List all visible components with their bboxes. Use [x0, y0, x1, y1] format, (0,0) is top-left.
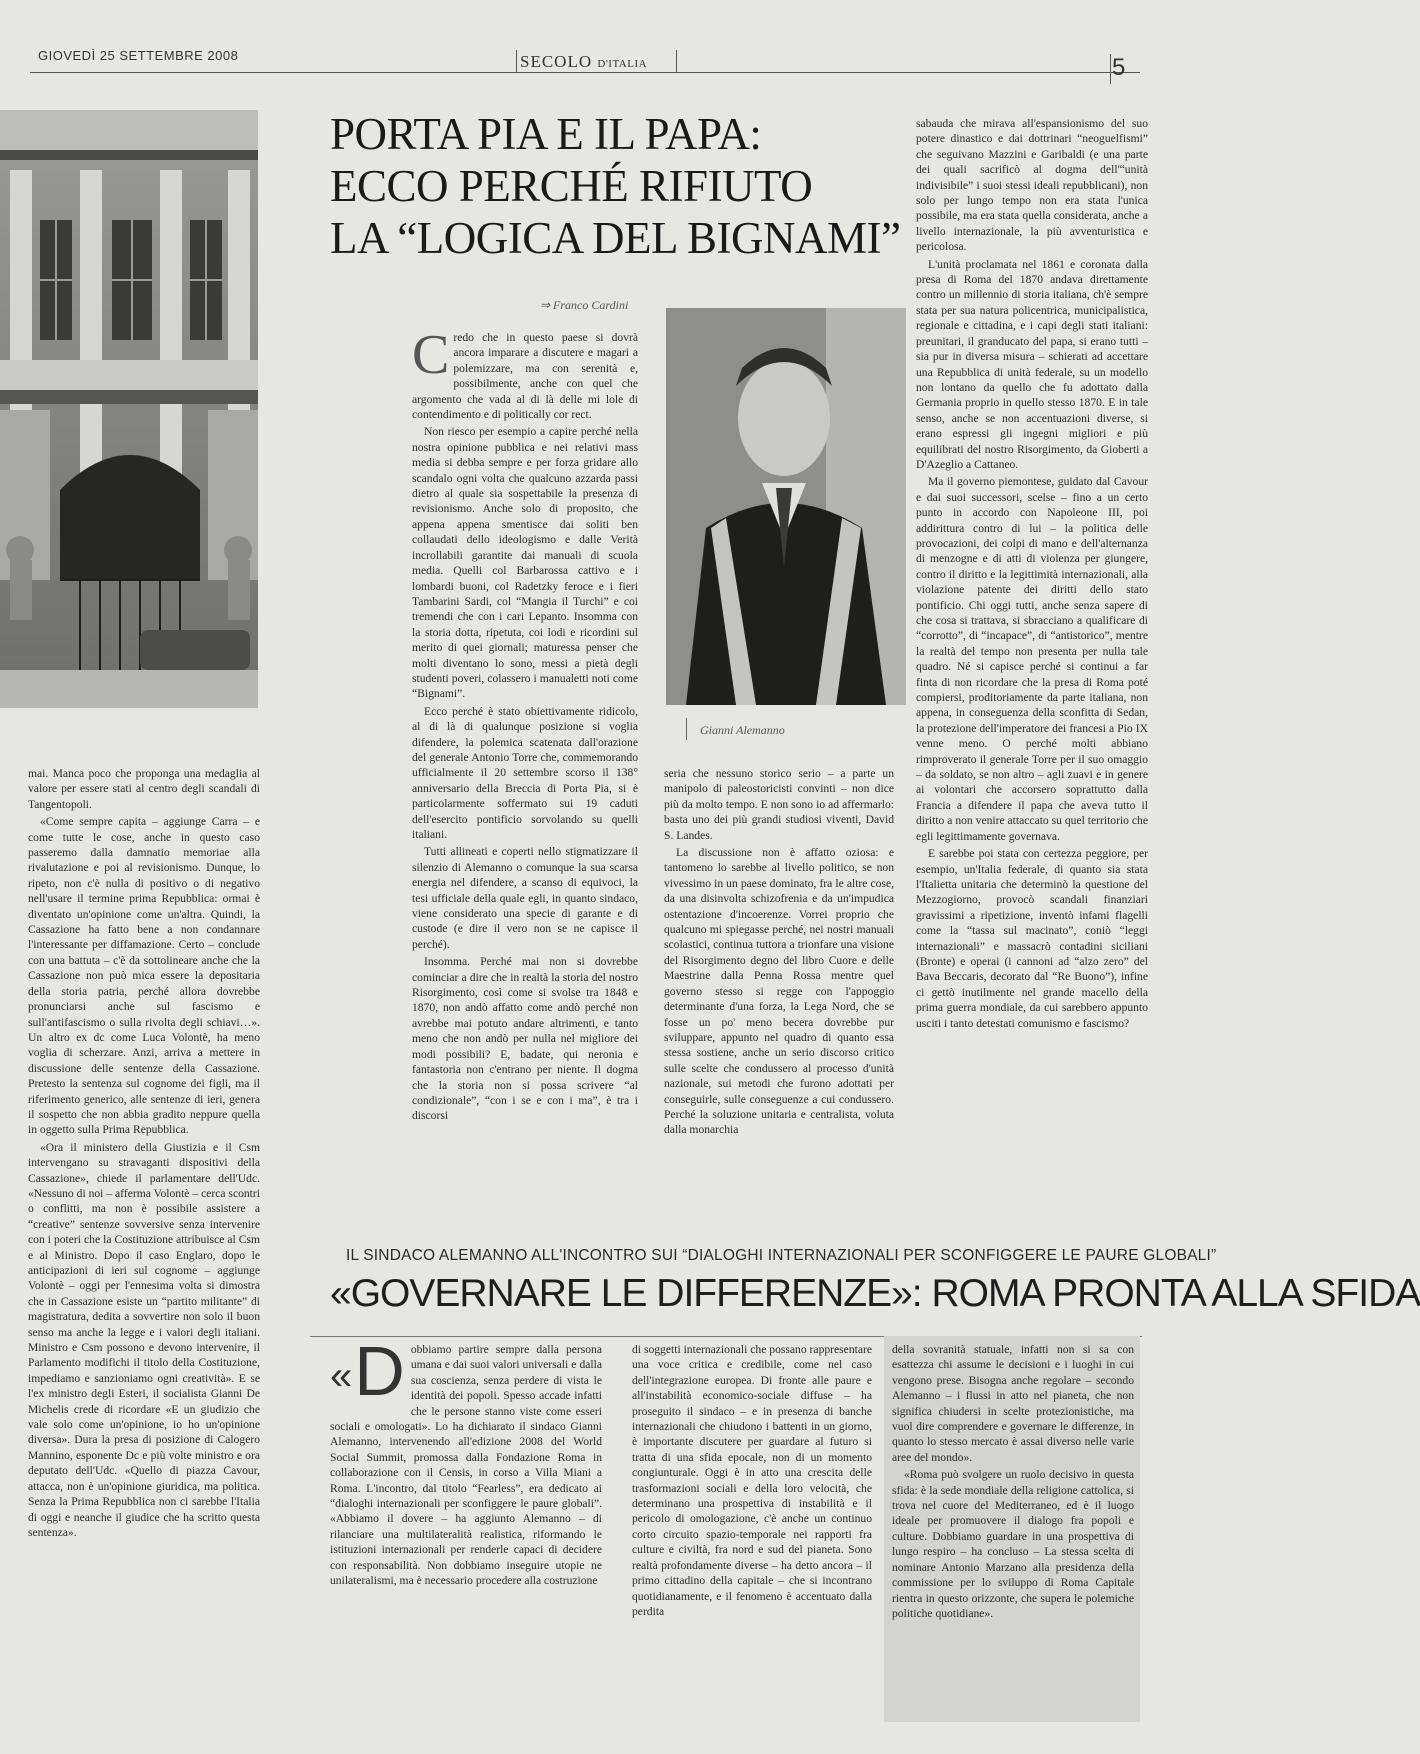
page-number-divider [1110, 54, 1111, 84]
article2-headline: «GOVERNARE LE DIFFERENZE»: ROMA PRONTA ALLA SFIDA [330, 1272, 1420, 1315]
drop-cap: C [412, 324, 450, 386]
byline: ⇒ Franco Cardini [540, 298, 629, 312]
article1-column-2 [664, 766, 894, 1222]
header-divider [676, 50, 677, 72]
paragraph: «Come sempre capita – aggiunge Carra – e come tutte le cose, anche in questo caso passeremo dalla damnatio memoriae alla rivalutazione e poi al revisionismo. Dunque, lo ripeto, non c'è nulla di positivo o di negativo nell'usare il termine prima Repubblica: ormai è diventato un'opinione come un'altra. Quindi, la Cassazione ha fatto bene a non condannare l'interessante per diffamazione. Certo – conclude con una battuta – c'è da sottolineare anche che la Cassazione non può mica essere la depositaria della storia patria, perché allora dovrebbe pronunciarsi anche sul fascismo e sull'antifascismo o sulla rivolta degli schiavi…». Un altro ex dc come Luca Volontè, ha meno voglia di scherzare. Anzi, arriva a mettere in discussione delle sentenze della Cassazione. Pretesto la sentenza sul cognome dei figli, ma il riferimento generico, alle sentenze di ieri, genera il sospetto che non abbia gradito neppure quella in oggetto sulla Prima Repubblica. [28, 815, 260, 1137]
paragraph: Credo che in questo paese si dovrà ancora imparare a discutere e magari a polemizzare, ma con serenità e, possibilmente, anche con quel che argomento che vada al di là delle mi lole di contendimento e di politically cor rect. [412, 324, 638, 422]
paragraph: seria che nessuno storico serio – a parte un manipolo di paleostoricisti convinti – non dice più da molto tempo. E non sono io ad affermarlo: basta uno dei più grandi studiosi viventi, David S. Landes. [664, 767, 894, 842]
photo-caption: Gianni Alemanno [700, 723, 785, 737]
header-divider [516, 50, 517, 72]
article2-kicker: IL SINDACO ALEMANNO ALL'INCONTRO SUI “DIALOGHI INTERNAZIONALI PER SCONFIGGERE LE PAURE GLOBALI” [346, 1247, 1217, 1264]
paragraph: Ma il governo piemontese, guidato dal Cavour e dai suoi successori, scelse – fino a un certo punto in accordo con Napoleone III, poi addirittura contro di lui – la politica delle provocazioni, dei colpi di mano e dell'alternanza di menzogne e di atti di violenza per giungere, contro il diritto e la legittimità internazionali, alla violazione patente dei diritti dello stato pontificio. Chi oggi tutti, anche senza sapere di che cosa si trattava, si sbracciano a qualificare di “corrotto”, di “incapace”, di “antistorico”, mentre la realtà del tempo non presenta per nulla tale quadro. Né si capisce perché si continui a far finta di non ricordare che la presa di Roma poté compiersi, proditoriamente da parte italiana, non appena, in conseguenza della sconfitta di Sedan, la protezione dell'imperatore dei francesi a Pio IX venne meno. O perché molti abbiano rimproverato il generale Torre per il suo omaggio – da soldato, se non altro – agli zuavi e in genere ai volontari che accorsero soprattutto dalla Francia a difendere il papa che aveva tutto il diritto a non venire attaccato su quel territorio che egli legittimamente governava. [916, 475, 1148, 843]
header-date: GIOVEDÌ 25 SETTEMBRE 2008 [38, 48, 239, 63]
paragraph: mai. Manca poco che proponga una medaglia al valore per essere stati al centro degli scandali di Tangentopoli. [28, 767, 260, 811]
drop-cap: «D [330, 1332, 405, 1410]
paragraph: Tutti allineati e coperti nello stigmatizzare il silenzio di Alemanno o comunque la sua scarsa energia nel difendere, a scanso di equivoci, la tesi ufficiale della quale egli, in quanto sindaco, viene considerato una specie di garante e di custode (e dire il vero non se ne capisce il perché). [412, 845, 638, 951]
article2-column-1 [330, 1332, 602, 1722]
paragraph: E sarebbe poi stata con certezza peggiore, per esempio, un'Italia federale, di quanto sia stata l'Italietta unitaria che determinò la questione del Mezzogiorno, provocò scandali finanziari gravissimi a ripetizione, inventò infami flagelli come la “tassa sul macinato”, coniò “leggi internazionali” e massacrò contadini siciliani (Bronte) e operai (i cannoni ad “alzo zero” del Bava Beccaris, decorato dal “Re Buono”), infine ci gettò inutilmente nel grande macello della prima guerra mondiale, da cui sarebbero appunto usciti i tanto detestati comunismo e fascismo? [916, 847, 1148, 1030]
portrait-photo [666, 308, 906, 705]
page-number: 5 [1112, 54, 1126, 81]
left-column [28, 766, 260, 1730]
paragraph: «D obbiamo partire sempre dalla persona umana e dai suoi valori universali e dalla sua coscienza, senza perdere di vista le identità dei popoli. Spesso accade infatti che le persone stanno viste come esseri sociali e omologati». Lo ha dichiarato il sindaco Gianni Alemanno, intervenendo all'edizione 2008 del World Social Summit, promossa dalla Fondazione Roma in collaborazione con il Censis, in corso a Villa Miani a Roma. L'incontro, dal titolo “Fearless”, era dedicato ai “dialoghi internazionali per sconfiggere le paure globali”. «Abbiamo il dovere – ha aggiunto Alemanno – di rilanciare una multilateralità realistica, riformando le istituzioni internazionali per renderle capaci di decidere con responsabilità. Non dobbiamo inseguire utopie ne unilateralismi, ma è necessario procedere alla costruzione [330, 1332, 602, 1588]
header-rule [30, 72, 1140, 73]
caption-rule [686, 718, 687, 740]
newspaper-name-main: SECOLO [520, 52, 593, 71]
paragraph: La discussione non è affatto oziosa: e tantomeno lo sarebbe al livello politico, se non vivessimo in un paese dominato, fra le altre cose, da una disinvolta schizofrenia e da un'impudica ostentazione d'incoerenze. Vorrei proprio che qualcuno mi spiegasse perché, nei nostri manuali scolastici, continua tuttora a trionfare una visione del Risorgimento degno del libro Cuore e delle Maestrine dalla Penna Rossa mentre quel governo stesso si regge con l'appoggio determinante d'una forza, la Lega Nord, che se fosse un po' meno becera dovrebbe pur sviluppare, appunto nel quadro di quanto essa stessa sostiene, anche un serio discorso critico sulle scelte che condussero al processo d'unità nazionale, sui metodi che furono adottati per conseguirle, sulle conseguenze a cui condussero. Perché la soluzione unitaria e centralista, voluta dalla monarchia [664, 846, 894, 1137]
newspaper-name-suffix: D'ITALIA [597, 58, 648, 70]
paragraph: «Ora il ministero della Giustizia e il Csm intervengano su stravaganti dispositivi della Cassazione», chiede il parlamentare dell'Udc. «Nessuno di noi – afferma Volontè – cerca scontri o conflitti, ma non è possibile assistere a “creative” sentenze sovversive senza intervenire con i poteri che la Costituzione attribuisce al Csm e al Ministro. Dopo il caso Englaro, dopo le anticipazioni di ieri sul cognome – aggiunge Volontè – oggi per l'ennesima volta si dimostra che in Cassazione esiste un “partito militante” di magistratura, dedita a sovvertire non solo il buon senso ma anche la legge e i valori degli italiani. Ministro e Csm possono e devono intervenire, il Parlamento modifichi il titolo della Costituzione, impediamo e sanzioniamo ogni creatività». E se l'ex ministro degli Esteri, il socialista Gianni De Michelis crede di ricordare «E un giudizio che vale solo come un'opinione, io ho un'opinione diversa». Dura la presa di posizione di Calogero Mannino, esponente Dc e più volte ministro e ora deputato dell'Udc. «Quello di piazza Cavour, attacca, non è un'opinione giuridica, ma politica. Senza la Prima Repubblica non ci sarebbe l'Italia di oggi e neanche il giudice che ha scritto questa sentenza». [28, 1140, 260, 1539]
paragraph: sabauda che mirava all'espansionismo del suo potere dinastico e dai dottrinari “neoguelfismi” che seguivano Mazzini e Garibaldi (e una parte dei quali sacrificò al dogma dell'“unità indivisibile” i suoi stessi ideali repubblicani), non solo per lungo tempo non era stata l'unica possibile, ma era stata quella considerata, anche a livello internazionale, la più avventuristica e pericolosa. [916, 117, 1148, 254]
title-line: LA “LOGICA DEL BIGNAMI” [330, 213, 901, 263]
paragraph: Ecco perché è stato obiettivamente ridicolo, al di là di qualunque posizione si voglia difendere, la polemica scatenata dall'orazione del generale Antonio Torre che, commemorando ufficialmente il 20 settembre scorso il 138° anniversario della Breccia di Porta Pia, si è particolarmente soffermato sui 19 caduti dell'esercito pontificio sorvolando su quelli italiani. [412, 704, 638, 841]
paragraph: «Roma può svolgere un ruolo decisivo in questa sfida: è la sede mondiale della religione cattolica, si trova nel cuore del Mediterraneo, ed è il luogo ideale per promuovere il dialogo fra popoli e culture. Dobbiamo guardare in una prospettiva di lungo respiro – ha concluso – La stessa scelta di nominare Antonio Marzano alla presidenza della commissione per lo sviluppo di Roma Capitale rientra in questo orizzonte, che supera le polemiche politiche quotidiane». [892, 1468, 1134, 1620]
paragraph: L'unità proclamata nel 1861 e coronata dalla presa di Roma del 1870 andava direttamente contro un millennio di storia italiana, ch'è sempre stata per sua natura policentrica, municipalistica, regionale e cittadina, e i capi degli stati italiani: preunitari, il granducato del papa, si erano tutti – sia pur in diversa misura – schierati ad accettare una Repubblica di unità federale, su un modello non lontano da quello che fu adottato dalla Germania proprio in quello stesso 1870. E in tale senso, anche se non accentuazioni diverse, si erano espressi gli ingegni migliori e più equilibrati del nostro Risorgimento, da Gioberti a D'Azeglio a Cattaneo. [916, 257, 1148, 471]
article-title [330, 108, 930, 264]
paragraph: di soggetti internazionali che possano rappresentare una voce critica e credibile, come nel caso dell'integrazione europea. Di fronte alle paure e all'instabilità economico-sociale diffuse – ha proseguito il sindaco – e in presenza di banche internazionali che chiudono i battenti in un giorno, è importante discutere per guardare al futuro si tratta di una sfida epocale, non di un momento congiunturale. Oggi è in atto una crescita delle trasformazioni sociali e della loro velocità, che determinano una prospettiva di instabilità e il pericolo di omologazione, c'è anche un continuo corto circuito spazio-temporale nei rapporti fra culture e civiltà, fra nord e sud del pianeta. Sono realtà profondamente diverse – ha detto ancora – il primo cittadino della capitale – che si incontrano quotidianamente, e il fenomeno è accentuato dalla perdita [632, 1343, 872, 1618]
paragraph: Insomma. Perché mai non si dovrebbe cominciar a dire che in realtà la storia del nostro Risorgimento, così come si svolse tra 1848 e 1870, non andò affatto come andò perché non avrebbe mai potuto andare altrimenti, e tanto meno che non andò per nulla nel migliore dei modi possibili? E, badate, qui neronia e fantastoria non c'entrano per niente. Il dogma che la storia non si possa scrivere “al condizionale”, “con i se e con i ma”, è tra i discorsi [412, 955, 638, 1123]
article1-column-3 [916, 116, 1148, 1222]
article2-column-3 [884, 1336, 1140, 1722]
paragraph: della sovranità statuale, infatti non si sa con esattezza chi assume le decisioni e i luoghi in cui vengono prese. Bisogna anche regolare – secondo Alemanno – i flussi in atto nel pianeta, che non significa chiudersi in scelte protezionistiche, ma vuol dire comprendere e governare le differenze, in quanto lo stesso mercato è assai diverso nelle varie aree del mondo». [892, 1343, 1134, 1464]
building-photo [0, 110, 258, 708]
article1-column-1 [412, 324, 638, 1220]
article2-column-2 [632, 1342, 872, 1722]
title-line: ECCO PERCHÉ RIFIUTO [330, 161, 813, 211]
paragraph: Non riesco per esempio a capire perché nella nostra opinione pubblica e nei relativi mass media si debba sempre e per forza gridare allo scandalo ogni volta che qualcuno azzarda passi dietro al quale sia sospettabile la presenza di revisionismo. Anche solo di proposito, che appena appena smentisce dai soliti ben collaudati dello ideologismo e dalle Verità incrollabili garantite dai manuali di scuola media. Quelli col Barbarossa cattivo e i lombardi buoni, col Radetzky feroce e i fieri Tambarini Sardi, col “Mangia il Turchi” e coi tremendi che con i cari Lepanto. Insomma con la storia dotta, ripetuta, coi lodi e ricordini sul merito di quei giornali; maturessa penser che molti diventano lo sono, messi a pietà degli studenti poveri, colassero i manualetti noti come “Bignami”. [412, 425, 638, 701]
title-line: PORTA PIA E IL PAPA: [330, 109, 762, 159]
newspaper-name [520, 52, 647, 72]
